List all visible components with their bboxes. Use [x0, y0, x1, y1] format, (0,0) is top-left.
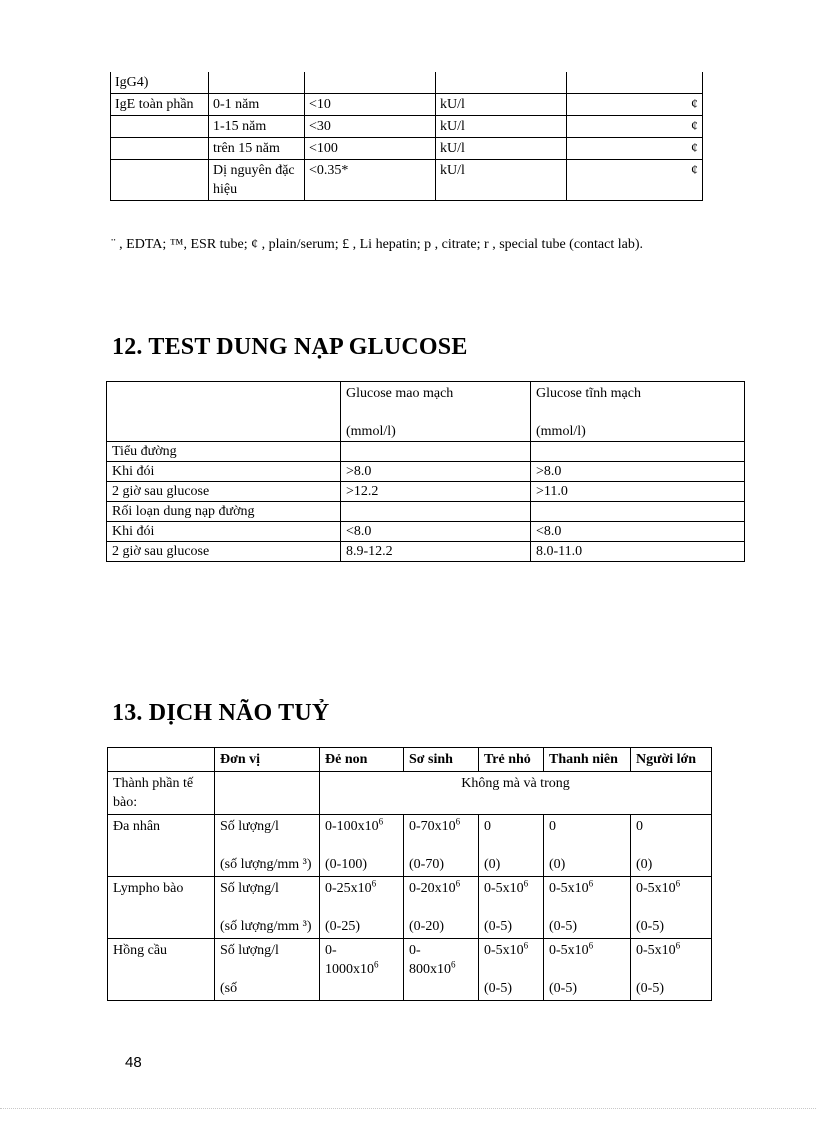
exponent: 6 [371, 878, 377, 889]
table-cell: >8.0 [531, 462, 745, 482]
table-cell [544, 877, 631, 939]
unit-label: Số lượng/l [220, 943, 279, 958]
value: 0-25x10 [325, 881, 372, 896]
column-header-label: Glucose tĩnh mạch [536, 386, 641, 401]
table-row [111, 160, 703, 201]
footer-divider [0, 1108, 816, 1109]
table-cell [436, 72, 567, 94]
exponent: 6 [523, 878, 529, 889]
value: 0-20x10 [409, 881, 456, 896]
value: (0-100) [325, 857, 367, 872]
table-row [107, 502, 745, 522]
value: 0 [549, 819, 556, 834]
table-cell: trên 15 năm [209, 138, 305, 160]
table-row [108, 877, 712, 939]
table-cell [404, 877, 479, 939]
unit-cell [215, 815, 320, 877]
row-label: Thành phần tế bào: [108, 772, 215, 815]
table-cell [341, 442, 531, 462]
unit-label: (số lượng/mm ³) [220, 857, 312, 872]
page-number: 48 [125, 1054, 142, 1071]
value: (0-5) [636, 981, 664, 996]
table-cell: Rối loạn dung nạp đường [107, 502, 341, 522]
table-row [111, 94, 703, 116]
row-label: Đa nhân [108, 815, 215, 877]
value: 0- [409, 943, 421, 958]
tube-symbol: ¢ [567, 138, 703, 160]
table-cell: 2 giờ sau glucose [107, 482, 341, 502]
table-row [111, 116, 703, 138]
table-cell [305, 72, 436, 94]
section-title-glucose: 12. TEST DUNG NẠP GLUCOSE [112, 334, 468, 360]
table-cell [215, 772, 320, 815]
table-cell [341, 502, 531, 522]
unit-label: (số [220, 981, 238, 996]
row-label: Hồng cầu [108, 939, 215, 1001]
table-cell [404, 815, 479, 877]
column-header: Sơ sinh [404, 748, 479, 772]
table-row [107, 522, 745, 542]
value: (0-5) [484, 919, 512, 934]
table-cell [320, 939, 404, 1001]
table-cell [209, 72, 305, 94]
unit-label: Số lượng/l [220, 819, 279, 834]
table-cell: 1-15 năm [209, 116, 305, 138]
value: 0-70x10 [409, 819, 456, 834]
table-cell [111, 116, 209, 138]
exponent: 6 [455, 816, 461, 827]
value: (0) [636, 857, 653, 872]
table-cell: Khi đói [107, 462, 341, 482]
table-cell: >8.0 [341, 462, 531, 482]
table-cell: 8.0-11.0 [531, 542, 745, 562]
table-cell [544, 815, 631, 877]
tube-symbol: ¢ [567, 116, 703, 138]
value: 0-5x10 [636, 943, 676, 958]
reference-table-ige [110, 72, 703, 201]
table-cell [567, 72, 703, 94]
table-cell [320, 877, 404, 939]
table-cell: Khi đói [107, 522, 341, 542]
column-header [108, 748, 215, 772]
value: (0) [484, 857, 501, 872]
unit-cell [215, 939, 320, 1001]
value: (0-5) [549, 981, 577, 996]
table-header-row [108, 748, 712, 772]
table-row [111, 72, 703, 94]
table-row [108, 815, 712, 877]
table-cell: 2 giờ sau glucose [107, 542, 341, 562]
table-row [108, 772, 712, 815]
table-cell [631, 939, 712, 1001]
table-row [107, 442, 745, 462]
glucose-tolerance-table [106, 381, 745, 562]
unit-cell [215, 877, 320, 939]
table-row [107, 462, 745, 482]
table-cell: kU/l [436, 138, 567, 160]
table-cell [111, 138, 209, 160]
tube-symbol: ¢ [567, 94, 703, 116]
table-cell: kU/l [436, 160, 567, 201]
table-cell: <10 [305, 94, 436, 116]
value: 0 [484, 819, 491, 834]
value: 0-100x10 [325, 819, 379, 834]
column-header: Người lớn [631, 748, 712, 772]
tube-symbol: ¢ [567, 160, 703, 201]
table-cell [107, 382, 341, 442]
table-cell: 8.9-12.2 [341, 542, 531, 562]
table-cell: IgE toàn phần [111, 94, 209, 116]
table-cell: Dị nguyên đặc hiệu [209, 160, 305, 201]
table-cell [479, 877, 544, 939]
column-unit: (mmol/l) [346, 424, 396, 439]
column-header: Đơn vị [215, 748, 320, 772]
table-cell: <8.0 [341, 522, 531, 542]
table-cell: Tiểu đường [107, 442, 341, 462]
table-cell: kU/l [436, 116, 567, 138]
value: 0-5x10 [636, 881, 676, 896]
exponent: 6 [675, 878, 681, 889]
value: (0-20) [409, 919, 444, 934]
table-row [107, 542, 745, 562]
table-header-row [107, 382, 745, 442]
csf-reference-table [107, 747, 712, 1001]
table-cell: kU/l [436, 94, 567, 116]
exponent: 6 [451, 959, 456, 970]
table-cell: >12.2 [341, 482, 531, 502]
table-row [107, 482, 745, 502]
table-row [111, 138, 703, 160]
table-cell [631, 815, 712, 877]
table-cell [531, 442, 745, 462]
table-cell: <8.0 [531, 522, 745, 542]
exponent: 6 [455, 878, 461, 889]
table-cell: >11.0 [531, 482, 745, 502]
exponent: 6 [675, 940, 681, 951]
column-header-label: Glucose mao mạch [346, 386, 454, 401]
value: 800x10 [409, 962, 451, 977]
column-header: Thanh niên [544, 748, 631, 772]
section-title-csf: 13. DỊCH NÃO TUỶ [112, 700, 330, 726]
table-cell [320, 815, 404, 877]
table-cell [111, 160, 209, 201]
column-unit: (mmol/l) [536, 424, 586, 439]
value: 1000x10 [325, 962, 374, 977]
table-cell: IgG4) [111, 72, 209, 94]
value: 0-5x10 [549, 943, 589, 958]
table-cell: 0-1 năm [209, 94, 305, 116]
value: 0-5x10 [484, 943, 524, 958]
column-header: Trẻ nhỏ [479, 748, 544, 772]
table-cell [479, 815, 544, 877]
tube-legend: ¨ , EDTA; ™, ESR tube; ¢ , plain/serum; £ , Li hepatin; p , citrate; r , special tube (contact lab). [111, 237, 644, 252]
exponent: 6 [378, 816, 384, 827]
table-cell: <100 [305, 138, 436, 160]
exponent: 6 [588, 940, 594, 951]
table-row [108, 939, 712, 1001]
table-cell [479, 939, 544, 1001]
row-label: Lympho bào [108, 877, 215, 939]
table-cell [544, 939, 631, 1001]
value: 0 [636, 819, 643, 834]
table-cell [404, 939, 479, 1001]
merged-cell: Không mà và trong [320, 772, 712, 815]
column-header [531, 382, 745, 442]
value: (0-5) [636, 919, 664, 934]
table-cell: <0.35* [305, 160, 436, 201]
column-header: Đẻ non [320, 748, 404, 772]
column-header [341, 382, 531, 442]
value: (0-70) [409, 857, 444, 872]
value: (0-5) [484, 981, 512, 996]
unit-label: (số lượng/mm ³) [220, 919, 312, 934]
table-cell [531, 502, 745, 522]
exponent: 6 [588, 878, 594, 889]
value: (0-25) [325, 919, 360, 934]
value: 0-5x10 [484, 881, 524, 896]
value: 0- [325, 943, 337, 958]
unit-label: Số lượng/l [220, 881, 279, 896]
exponent: 6 [523, 940, 529, 951]
exponent: 6 [374, 959, 379, 970]
value: (0) [549, 857, 566, 872]
value: (0-5) [549, 919, 577, 934]
table-cell: <30 [305, 116, 436, 138]
table-cell [631, 877, 712, 939]
value: 0-5x10 [549, 881, 589, 896]
